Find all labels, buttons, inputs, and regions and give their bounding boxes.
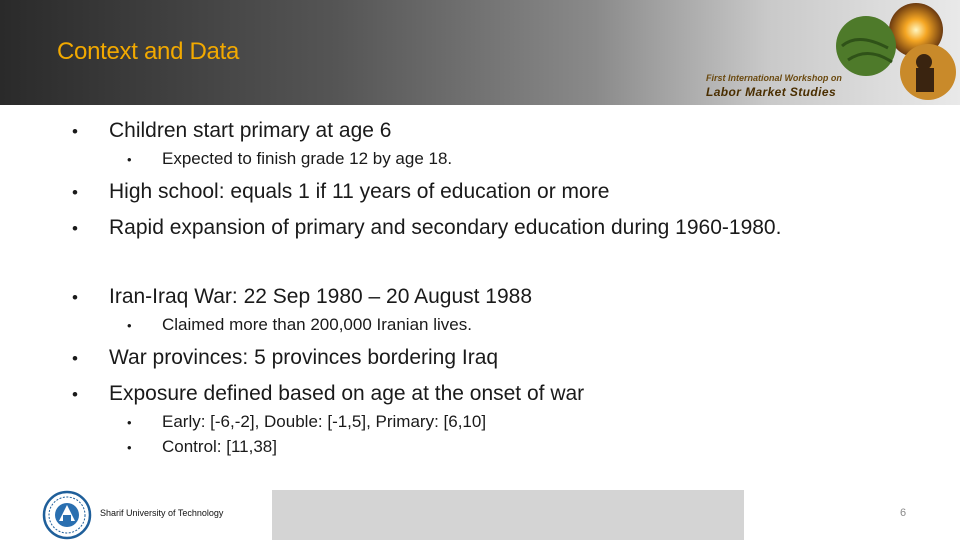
bullet-item (72, 216, 781, 240)
slide-title: Context and Data (57, 38, 239, 65)
bullet-text: Exposure defined based on age at the onset of war (109, 382, 585, 405)
sub-bullet-text: Control: [11,38] (162, 437, 277, 456)
footer-institution: Sharif University of Technology (100, 508, 224, 518)
bullet-text: Children start primary at age 6 (109, 119, 392, 142)
bullet-marker: • (72, 183, 78, 202)
footer-bar (272, 490, 744, 540)
sub-bullet-marker: • (127, 415, 132, 430)
bullet-item (72, 119, 391, 143)
university-seal-icon (42, 490, 92, 540)
bullet-item (72, 180, 609, 204)
bullet-marker: • (72, 219, 78, 238)
bullet-text: High school: equals 1 if 11 years of education or more (109, 180, 610, 203)
bullet-marker: • (72, 385, 78, 404)
bullet-marker: • (72, 349, 78, 368)
page-number: 6 (900, 507, 907, 519)
sub-bullet-item (127, 149, 452, 169)
workshop-line1: First International Workshop on (706, 73, 842, 83)
sub-bullet-item (127, 412, 486, 432)
bullet-marker: • (72, 288, 78, 307)
sub-bullet-text: Claimed more than 200,000 Iranian lives. (162, 315, 472, 334)
bullet-text: War provinces: 5 provinces bordering Iraq (109, 346, 499, 369)
bullet-text: Iran-Iraq War: 22 Sep 1980 – 20 August 1988 (109, 285, 533, 308)
workshop-line2: Labor Market Studies (706, 85, 837, 99)
sub-bullet-text: Expected to finish grade 12 by age 18. (162, 149, 453, 168)
sub-bullet-marker: • (127, 318, 132, 333)
sub-bullet-marker: • (127, 152, 132, 167)
bullet-item (72, 382, 584, 406)
bullet-text: Rapid expansion of primary and secondary education during 1960-1980. (109, 216, 782, 239)
sub-bullet-text: Early: [-6,-2], Double: [-1,5], Primary: [6,10] (162, 412, 487, 431)
bullet-item (72, 285, 532, 309)
sub-bullet-item (127, 315, 472, 335)
bullet-item (72, 346, 498, 370)
bullet-marker: • (72, 122, 78, 141)
sub-bullet-marker: • (127, 440, 132, 455)
sub-bullet-item (127, 437, 277, 457)
